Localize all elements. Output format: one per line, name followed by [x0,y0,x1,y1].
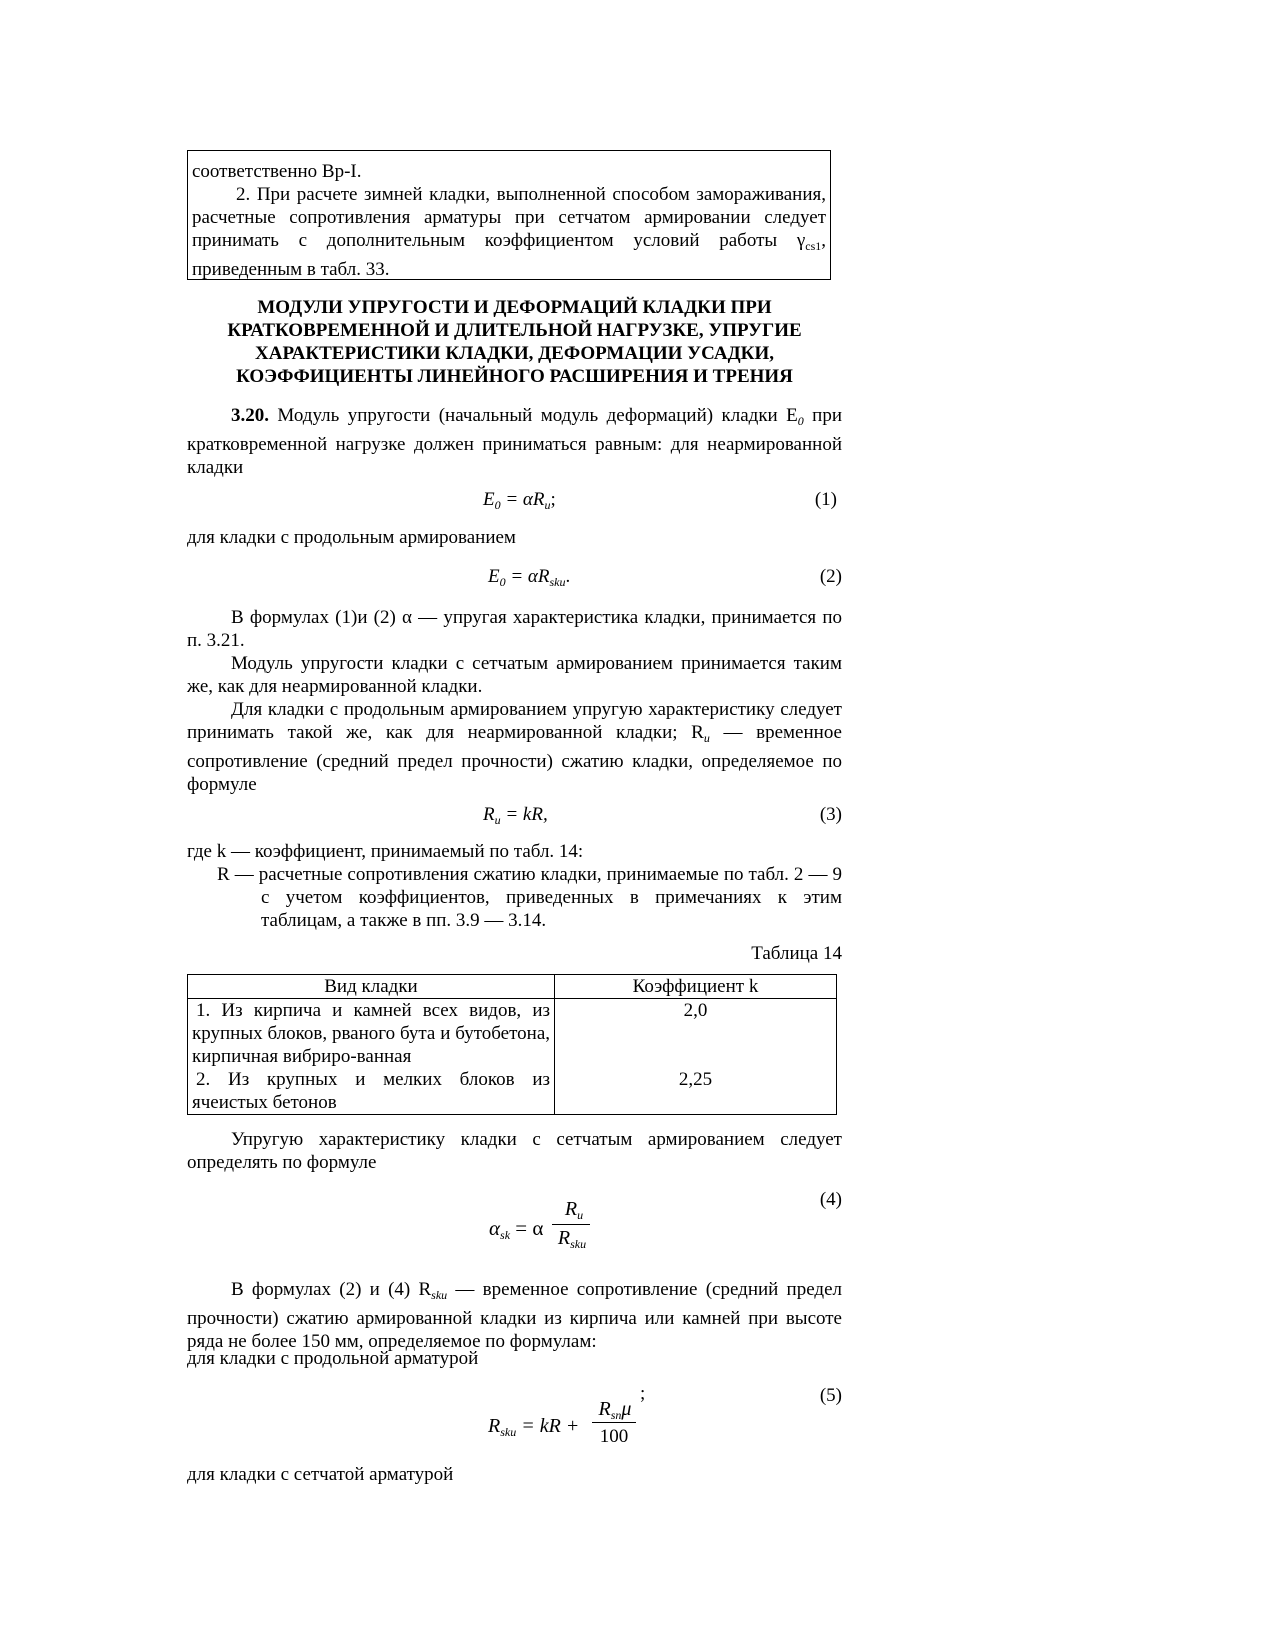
text-longitudinal-reinforcement: для кладки с продольной арматурой [187,1348,479,1369]
clause-number: 3.20. [231,405,269,426]
clause-subscript: 0 [797,414,804,428]
fraction-bar [592,1422,636,1423]
text-longitudinal: для кладки с продольным армированием [187,527,516,548]
paragraph-longitudinal: Для кладки с продольным армированием упругую характеристику следует принимать такой же, как для неармированной кладки; $R_u$ — временное сопротивление (средний предел прочности) сжатию кладки, определяемое по формуле [187,699,842,795]
equation-1-formula: $E_0 = \alpha R_u$; [483,489,556,512]
table-14 [187,974,837,1115]
table-header-row [188,975,837,999]
table-cell: 1. Из кирпича и камней всех видов, из крупных блоков, рваного бута и бутобетона, кирпичная вибриро-ванная [188,999,555,1069]
where-k: где k — коэффициент, принимаемый по табл. 14: [187,841,584,862]
table-cell: 2. Из крупных и мелких блоков из ячеистых бетонов [188,1068,555,1115]
equation-5-semicolon: ; [640,1383,646,1404]
text-mesh-reinforcement: для кладки с сетчатой арматурой [187,1464,454,1485]
equation-3-number: (3) [819,804,842,825]
paragraph-formulas: В формулах (1)и (2) α — упругая характеристика кладки, принимается по п. 3.21. [187,607,842,651]
table-caption: Таблица 14 [751,943,842,964]
equation-1-number: (1) [814,489,837,510]
note-box [187,150,831,280]
note-paragraph [192,183,826,281]
equation-5-denominator: 100 [599,1426,629,1447]
equation-3 [187,803,842,829]
table-header-cell: Коэффициент k [555,975,837,999]
equation-5-number: (5) [819,1385,842,1406]
section-heading: МОДУЛИ УПРУГОСТИ И ДЕФОРМАЦИЙ КЛАДКИ ПРИ КРАТКОВРЕМЕННОЙ И ДЛИТЕЛЬНОЙ НАГРУЗКЕ, УПРУГИЕ ХАРАКТЕРИСТИКИ КЛАДКИ, ДЕФОРМАЦИИ УСАДКИ, КОЭФФИЦИЕНТЫ ЛИНЕЙНОГО РАСШИРЕНИЯ И ТРЕНИЯ [227,297,802,387]
equation-4-lhs: $\alpha_{sk} = \alpha$ [489,1216,544,1242]
note-text: 2. При расчете зимней кладки, выполненной способом замораживания, расчетные сопротивления арматуры при сетчатом армировании следует принимать с дополнительным коэффициентом условий работы γ [192,184,826,251]
fraction-bar [552,1224,590,1225]
table-row [188,1068,837,1115]
table-row [188,999,837,1069]
table-cell: 2,0 [555,999,837,1069]
paragraph-3-20 [187,404,842,479]
paragraph-mesh: Модуль упругости кладки с сетчатым армированием принимается таким же, как для неармированной кладки. [187,653,842,697]
table-cell: 2,25 [555,1068,837,1115]
equation-4-numerator: $R_u$ [564,1198,584,1222]
equation-1 [187,488,842,514]
equation-2-number: (2) [819,566,842,587]
equation-2 [187,565,842,591]
paragraph-block [187,606,842,796]
equation-4-number: (4) [819,1189,842,1210]
equation-2-formula: $E_0 = \alpha R_{sku}$. [488,566,571,589]
note-line: соответственно Вр-I. [192,161,362,182]
equation-3-formula: $R_u$ = kR, [483,804,548,827]
equation-5-lhs: $R_{sku}$ = kR + [488,1415,580,1439]
paragraph-elastic: Упругую характеристику кладки с сетчатым армированием следует определять по формуле [187,1129,842,1173]
clause-rest: при кратковременной нагрузке должен приниматься равным: для неармированной кладки [187,405,843,478]
table-header-cell: Вид кладки [188,975,555,999]
where-R: R — расчетные сопротивления сжатию кладки, принимаемые по табл. 2 — 9 с учетом коэффициентов, приведенных в примечаниях к этим таблицам, а также в пп. 3.9 — 3.14. [217,864,842,931]
note-text-end: , приведенным в табл. 33. [192,230,826,280]
equation-5-numerator: $R_{sn}\mu$ [598,1398,632,1422]
equation-4-denominator: $R_{sku}$ [557,1227,587,1251]
paragraph-rsku: В формулах (2) и (4) $R_{sku}$ — временное сопротивление (средний предел прочности) сжатию армированной кладки из кирпича или камней при высоте ряда не более 150 мм, определяемое по формулам: [187,1279,842,1352]
note-subscript: cs1 [805,239,822,253]
clause-text: Модуль упругости (начальный модуль деформаций) кладки E [277,405,798,426]
